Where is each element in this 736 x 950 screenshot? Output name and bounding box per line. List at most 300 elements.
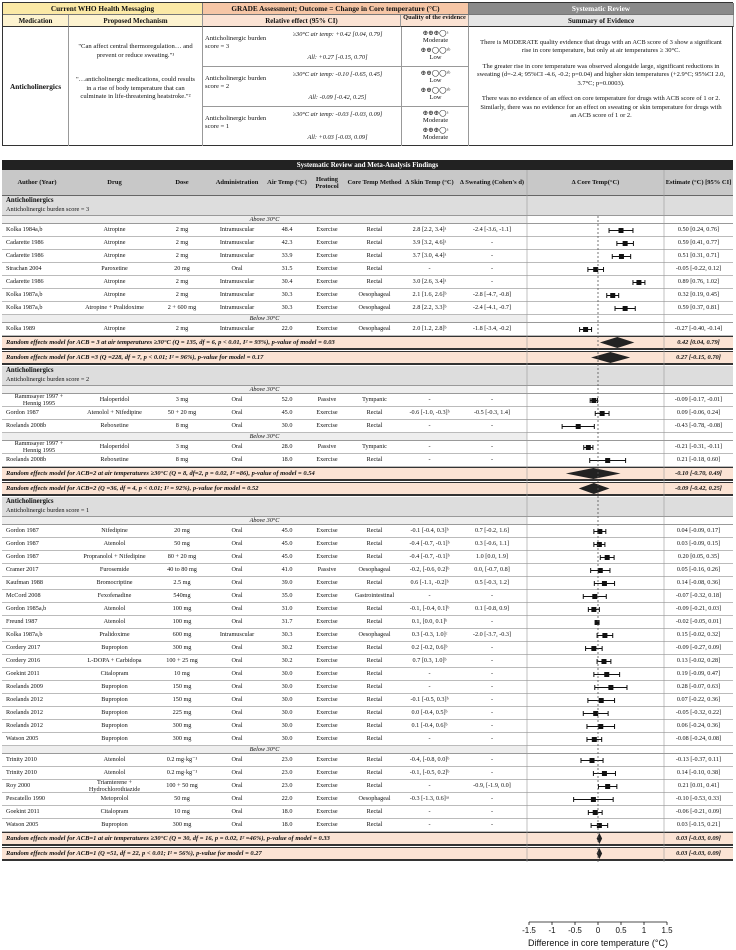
cell: Cordery 2017 bbox=[6, 644, 41, 652]
study-row bbox=[2, 668, 733, 681]
subgroup-label: Above 30°C bbox=[249, 517, 280, 524]
study-row bbox=[2, 302, 733, 315]
cell: - bbox=[490, 709, 494, 717]
study-row bbox=[2, 603, 733, 616]
cell: 10 mg bbox=[174, 808, 190, 816]
cell: -0.6 [-1.0, -0.3]ᵇ bbox=[409, 409, 450, 417]
cell: Cadarette 1986 bbox=[6, 239, 44, 247]
cell: Roy 2000 bbox=[6, 782, 31, 790]
mechanism-quote-2: "…anticholinergic medications, could results in a rise of body temperature that can culminate in life-threatening heatstroke."² bbox=[75, 76, 196, 101]
subgroup-label: Below 30°C bbox=[249, 315, 280, 322]
summary-paragraph-1: There is MODERATE quality evidence that drugs with an ACB score of 3 show a significant rise in core temperature, but only at air temperatures ≥ 30°C. bbox=[480, 39, 722, 55]
random-effects-row bbox=[2, 467, 733, 481]
model-estimate: 0.27 [-0.15, 0.70] bbox=[676, 354, 721, 361]
cell: Pescatello 1990 bbox=[6, 795, 46, 803]
cell: Exercise bbox=[316, 631, 338, 639]
cell: - bbox=[490, 252, 494, 260]
x-tick-label: -1 bbox=[548, 926, 556, 935]
grade-label: Anticholinergic burden score = 3 bbox=[205, 35, 267, 51]
study-row bbox=[2, 793, 733, 806]
cell: Oesophageal bbox=[358, 631, 391, 639]
cell: -2.4 [-3.6, -1.1] bbox=[472, 226, 512, 234]
col-header: Author (Year) bbox=[17, 179, 57, 187]
cell: 31.5 bbox=[281, 265, 293, 273]
cell: Triamterene + Hydrochlorothiazide bbox=[88, 779, 141, 793]
cell: Fexofenadine bbox=[97, 592, 132, 600]
summary-of-evidence bbox=[469, 27, 733, 146]
cell: 0.3 [-0.3, 1.0]ᶜ bbox=[411, 631, 448, 639]
cell: -0.1, [-0.5, 0.2]ᵇ bbox=[409, 769, 450, 777]
cell: 50 + 20 mg bbox=[167, 409, 197, 417]
group-name: Anticholinergics bbox=[6, 197, 54, 204]
cell: 0.7 [-0.2, 1.6] bbox=[474, 527, 510, 535]
grade-label: Anticholinergic burden score = 1 bbox=[205, 115, 267, 131]
cell: 0.51 [0.31, 0.71] bbox=[677, 252, 720, 260]
cell: Rectal bbox=[366, 670, 383, 678]
cell: 30.4 bbox=[281, 278, 293, 286]
cell: 2 mg bbox=[175, 226, 189, 234]
cell: 23.0 bbox=[281, 756, 293, 764]
cell: - bbox=[490, 735, 494, 743]
cell: 2.8 [2.2, 3.4]ᵃ bbox=[412, 226, 447, 234]
cell: 3.9 [3.2, 4.6]ᵃ bbox=[412, 239, 447, 247]
cell: - bbox=[490, 239, 494, 247]
cell: -0.05 [-0.22, 0.12] bbox=[675, 265, 722, 273]
cell: Passive bbox=[317, 566, 337, 574]
grade-effect-all: All: -0.09 [-0.42, 0.25] bbox=[308, 94, 367, 101]
grade-quality bbox=[401, 67, 469, 106]
cell: Freund 1987 bbox=[6, 618, 38, 626]
quality-text: Low bbox=[429, 54, 442, 61]
cell: Exercise bbox=[316, 795, 338, 803]
cell: -0.43 [-0.78, -0.08] bbox=[674, 422, 723, 430]
cell: 23.0 bbox=[281, 782, 293, 790]
grade-effect-hot: ≥30°C air temp: -0.10 [-0.65, 0.45] bbox=[292, 71, 383, 78]
cell: Haloperidol bbox=[99, 443, 130, 451]
cell: Atenolol bbox=[103, 618, 126, 626]
cell: 52.0 bbox=[281, 396, 293, 404]
model-text: Random effects model for ACB=1 (Q =51, df = 22, p < 0.01; I² = 56%), p-value for model = 0.27 bbox=[6, 850, 262, 857]
cell: Oral bbox=[231, 409, 243, 417]
cell: -1.8 [-3.4, -0.2] bbox=[472, 325, 512, 333]
cell: 28.0 bbox=[281, 443, 293, 451]
cell: 3 mg bbox=[175, 443, 189, 451]
quality-symbols: ⊕⊕⊕◯ᵃ bbox=[422, 110, 449, 117]
cell: Rectal bbox=[366, 821, 383, 829]
study-row bbox=[2, 577, 733, 590]
grade-row-acb2 bbox=[203, 67, 469, 107]
cell: Nifedipine bbox=[101, 527, 128, 535]
cell: - bbox=[490, 422, 494, 430]
cell: 30.0 bbox=[281, 670, 293, 678]
cell: 0.14 [-0.10, 0.38] bbox=[676, 769, 721, 777]
cell: Intramuscular bbox=[219, 226, 255, 234]
cell: Rectal bbox=[366, 265, 383, 273]
cell: Oral bbox=[231, 540, 243, 548]
cell: Kolka 1987a,b bbox=[6, 291, 43, 299]
cell: 45.0 bbox=[281, 409, 293, 417]
cell: 48.4 bbox=[281, 226, 293, 234]
temp-subgroup bbox=[2, 746, 733, 754]
cell: Furosemide bbox=[99, 566, 130, 574]
cell: 2 mg bbox=[175, 278, 189, 286]
cell: Goekint 2011 bbox=[6, 670, 40, 678]
quality-symbols: ⊕⊕◯◯ᵃᵇ bbox=[420, 87, 451, 94]
cell: 39.0 bbox=[281, 579, 293, 587]
cell: Atenolol bbox=[103, 540, 126, 548]
forest-plot-table bbox=[2, 160, 733, 898]
cell: 30.0 bbox=[281, 722, 293, 730]
cell: Watson 2005 bbox=[6, 821, 39, 829]
cell: Rectal bbox=[366, 644, 383, 652]
cell: Oral bbox=[231, 644, 243, 652]
x-tick-label: 0 bbox=[595, 926, 601, 935]
cell: -0.09 [-0.17, -0.01] bbox=[674, 396, 723, 404]
cell: Exercise bbox=[316, 579, 338, 587]
cell: 2 mg bbox=[175, 291, 189, 299]
model-text: Random effects model for ACB =3 (Q =228, df = 7, p < 0.01; I² = 96%), p-value for model = 0.17 bbox=[6, 354, 264, 361]
cell: Exercise bbox=[316, 670, 338, 678]
cell: - bbox=[490, 618, 494, 626]
cell: 0.0 [-0.4, 0.5]ᵇ bbox=[411, 709, 448, 717]
cell: -0.10 [-0.53, 0.33] bbox=[675, 795, 722, 803]
cell: 3.7 [3.0, 4.4]ᵃ bbox=[412, 252, 447, 260]
cell: Trinity 2010 bbox=[6, 756, 37, 764]
cell: Metoprolol bbox=[100, 795, 129, 803]
cell: Oral bbox=[231, 683, 243, 691]
model-text: Random effects model for ACB=1 at air temperatures ≥30°C (Q = 30, df = 16, p = 0.02, I² =46%), p-value of model = 0.33 bbox=[6, 835, 330, 842]
cell: - bbox=[428, 265, 431, 273]
cell: 0.14 [-0.08, 0.36] bbox=[676, 579, 721, 587]
cell: -0.4, [-0.8, 0.0]ᵇ bbox=[409, 756, 450, 764]
cell: Rectal bbox=[366, 540, 383, 548]
col-header: Drug bbox=[107, 179, 122, 187]
cell: 31.0 bbox=[281, 605, 293, 613]
cell: - bbox=[428, 670, 431, 678]
cell: 2 mg bbox=[175, 239, 189, 247]
cell: Exercise bbox=[316, 709, 338, 717]
model-text: Random effects model for ACB = 3 at air temperatures ≥30°C (Q = 135, df = 6, p < 0.01, I² = 93%), p-value of model = 0.03 bbox=[6, 339, 335, 346]
cell: Rectal bbox=[366, 409, 383, 417]
cell: Exercise bbox=[316, 409, 338, 417]
cell: -0.9, [-1.9, 0.0] bbox=[473, 782, 511, 790]
temp-subgroup bbox=[2, 517, 733, 525]
grade-effect-all: All: +0.27 [-0.15, 0.70] bbox=[307, 54, 368, 61]
cell: Rectal bbox=[366, 456, 383, 464]
cell: 2.8 [2.2, 3.3]ᵇ bbox=[412, 304, 447, 312]
cell: - bbox=[428, 592, 431, 600]
cell: -0.1 [-0.4, 0.3]ᵇ bbox=[410, 527, 449, 535]
cell: -0.08 [-0.24, 0.08] bbox=[675, 735, 722, 743]
cell: 0.59 [0.41, 0.77] bbox=[677, 239, 720, 247]
cell: Passive bbox=[317, 443, 337, 451]
col-summary: Summary of Evidence bbox=[469, 15, 734, 27]
cell: 0.3 [-0.6, 1.1] bbox=[474, 540, 510, 548]
cell: - bbox=[428, 456, 431, 464]
cell: 22.0 bbox=[281, 325, 293, 333]
cell: Oral bbox=[231, 456, 243, 464]
study-row bbox=[2, 616, 733, 629]
cell: 45.0 bbox=[281, 540, 293, 548]
cell: -2.8 [-4.7, -0.8] bbox=[472, 291, 512, 299]
cell: Exercise bbox=[316, 226, 338, 234]
cell: -0.07 [-0.32, 0.18] bbox=[675, 592, 722, 600]
cell: 0.21 [0.01, 0.41] bbox=[677, 782, 720, 790]
temp-subgroup bbox=[2, 216, 733, 224]
cell: 50 mg bbox=[174, 540, 190, 548]
cell: Atropine bbox=[103, 291, 126, 299]
cell: - bbox=[428, 443, 431, 451]
cell: 80 + 20 mg bbox=[167, 553, 197, 561]
cell: 2.0 [1.2, 2.8]ᵇ bbox=[412, 325, 447, 333]
cell: -2.4 [-4.1, -0.7] bbox=[472, 304, 512, 312]
cell: -0.2, [-0.6, 0.2]ᵇ bbox=[409, 566, 450, 574]
cell: 100 + 25 mg bbox=[166, 657, 198, 665]
cell: Rectal bbox=[366, 722, 383, 730]
cell: Rectal bbox=[366, 657, 383, 665]
group-name: Anticholinergics bbox=[6, 498, 54, 505]
cell: 0.6 [-1.1, -0.2]ᵇ bbox=[410, 579, 449, 587]
cell: Oral bbox=[231, 709, 243, 717]
cell: Oral bbox=[231, 618, 243, 626]
cell: Cadarette 1986 bbox=[6, 278, 44, 286]
cell: -0.09 [-0.21, 0.03] bbox=[675, 605, 722, 613]
grade-quality bbox=[401, 107, 469, 146]
cell: -0.05 [-0.32, 0.22] bbox=[675, 709, 722, 717]
cell: Gordon 1987 bbox=[6, 409, 39, 417]
col-header: Estimate (°C) [95% CI] bbox=[665, 179, 732, 187]
cell: Goekint 2011 bbox=[6, 808, 40, 816]
cell: -0.5 [-0.3, 1.4] bbox=[473, 409, 511, 417]
cell: Rectal bbox=[366, 808, 383, 816]
model-estimate: -0.09 [-0.42, 0.25] bbox=[675, 485, 722, 492]
cell: Exercise bbox=[316, 553, 338, 561]
mechanism-quote-1: "Can affect central thermoregulation… and prevent or reduce sweating."¹ bbox=[78, 43, 193, 59]
cell: Bupropion bbox=[101, 735, 128, 743]
cell: -0.1, [-0.4, 0.1]ᵇ bbox=[409, 605, 450, 613]
cell: Tympanic bbox=[362, 443, 387, 451]
quality-text: Moderate bbox=[422, 37, 449, 44]
random-effects-row bbox=[2, 336, 733, 350]
cell: Oral bbox=[231, 795, 243, 803]
cell: - bbox=[428, 396, 431, 404]
cell: Intramuscular bbox=[219, 325, 255, 333]
cell: Oral bbox=[231, 782, 243, 790]
study-row bbox=[2, 420, 733, 433]
cell: - bbox=[490, 443, 494, 451]
cell: Oral bbox=[231, 696, 243, 704]
cell: 30.3 bbox=[281, 291, 293, 299]
cell: Atropine bbox=[103, 226, 126, 234]
cell: 0.89 [0.76, 1.02] bbox=[677, 278, 720, 286]
cell: Oral bbox=[231, 769, 243, 777]
cell: 22.0 bbox=[281, 795, 293, 803]
random-effects-row bbox=[2, 482, 733, 496]
study-row bbox=[2, 276, 733, 289]
cell: 0.1, [0.0, 0.1]ᵇ bbox=[411, 618, 448, 626]
cell: 100 mg bbox=[172, 605, 192, 613]
cell: 0.20 [0.05, 0.35] bbox=[677, 553, 720, 561]
cell: 40 to 80 mg bbox=[167, 566, 197, 574]
cell: Intramuscular bbox=[219, 252, 255, 260]
cell: 225 mg bbox=[172, 709, 192, 717]
cell: Passive bbox=[317, 396, 337, 404]
study-row bbox=[2, 250, 733, 263]
cell: 0.21 [-0.18, 0.60] bbox=[676, 456, 721, 464]
cell: Gordon 1987 bbox=[6, 527, 39, 535]
x-tick-label: 1 bbox=[641, 926, 647, 935]
cell: Atenolol + Nifedipine bbox=[87, 409, 142, 417]
cell: Intramuscular bbox=[219, 631, 255, 639]
cell: Atropine bbox=[103, 278, 126, 286]
grade-header: GRADE Assessment; Outcome = Change in Core temperature (°C) bbox=[203, 3, 469, 15]
col-header: Δ Skin Temp (°C) bbox=[405, 179, 454, 187]
study-row bbox=[2, 806, 733, 819]
cell: Atenolol bbox=[103, 605, 126, 613]
cell: 41.0 bbox=[281, 566, 293, 574]
cell: Bupropion bbox=[101, 644, 128, 652]
cell: 0.13 [-0.02, 0.28] bbox=[676, 657, 721, 665]
cell: Kolka 1984a,b bbox=[6, 226, 43, 234]
medication-name: Anticholinergics bbox=[3, 27, 69, 146]
cell: 45.0 bbox=[281, 553, 293, 561]
quality-text: Low bbox=[429, 94, 442, 101]
cell: -0.02 [-0.05, 0.01] bbox=[675, 618, 722, 626]
cell: 0.0, [-0.7, 0.8] bbox=[474, 566, 510, 574]
study-row bbox=[2, 707, 733, 720]
cell: Exercise bbox=[316, 722, 338, 730]
cell: Oral bbox=[231, 670, 243, 678]
study-row bbox=[2, 754, 733, 767]
cell: 18.0 bbox=[281, 808, 293, 816]
cell: -2.0 [-3.7, -0.3] bbox=[472, 631, 512, 639]
cell: 0.32 [0.19, 0.45] bbox=[677, 291, 720, 299]
study-row bbox=[2, 289, 733, 302]
study-row bbox=[2, 525, 733, 538]
cell: - bbox=[490, 769, 494, 777]
cell: 2.5 mg bbox=[173, 579, 191, 587]
x-tick-label: 0.5 bbox=[615, 926, 627, 935]
cell: 35.0 bbox=[281, 592, 293, 600]
cell: Rectal bbox=[366, 252, 383, 260]
cell: 0.15 [-0.02, 0.32] bbox=[676, 631, 721, 639]
cell: Bromocriptine bbox=[96, 579, 133, 587]
cell: -0.4 [-0.7, -0.1]ᵇ bbox=[409, 553, 450, 561]
cell: Exercise bbox=[316, 769, 338, 777]
cell: - bbox=[490, 696, 494, 704]
cell: Rectal bbox=[366, 735, 383, 743]
col-header: Air Temp (°C) bbox=[267, 179, 307, 187]
cell: - bbox=[490, 592, 494, 600]
burden-label: Anticholinergic burden score = 1 bbox=[6, 507, 90, 514]
cell: Reboxetine bbox=[100, 456, 129, 464]
column-header-row bbox=[2, 170, 733, 196]
cell: Exercise bbox=[316, 239, 338, 247]
cell: Cordery 2016 bbox=[6, 657, 41, 665]
cell: Oesophageal bbox=[358, 566, 391, 574]
col-header: Δ Sweating (Cohen's d) bbox=[459, 179, 525, 187]
proposed-mechanism bbox=[69, 27, 203, 146]
cell: Oral bbox=[231, 722, 243, 730]
who-header: Current WHO Health Messaging bbox=[3, 3, 203, 15]
study-row bbox=[2, 407, 733, 420]
cell: 540mg bbox=[173, 592, 191, 600]
cell: 30.3 bbox=[281, 631, 293, 639]
study-row bbox=[2, 224, 733, 237]
cell: - bbox=[490, 265, 494, 273]
cell: 100 + 50 mg bbox=[166, 782, 198, 790]
quality-symbols: ⊕⊕◯◯ᵃᵇ bbox=[420, 47, 451, 54]
cell: 0.07 [-0.22, 0.36] bbox=[676, 696, 721, 704]
cell: 23.0 bbox=[281, 769, 293, 777]
x-tick-label: -1.5 bbox=[522, 926, 536, 935]
cell: Oral bbox=[231, 592, 243, 600]
subgroup-label: Above 30°C bbox=[249, 216, 280, 223]
cell: Exercise bbox=[316, 252, 338, 260]
random-effects-row bbox=[2, 351, 733, 365]
cell: Rectal bbox=[366, 579, 383, 587]
burden-label: Anticholinergic burden score = 3 bbox=[6, 206, 90, 213]
cell: Rectal bbox=[366, 696, 383, 704]
cell: Kolka 1989 bbox=[6, 325, 36, 333]
cell: Oral bbox=[231, 657, 243, 665]
cell: 18.0 bbox=[281, 821, 293, 829]
cell: Atropine bbox=[103, 325, 126, 333]
cell: Oral bbox=[231, 808, 243, 816]
cell: - bbox=[428, 683, 431, 691]
cell: 30.2 bbox=[281, 644, 293, 652]
cell: Oesophageal bbox=[358, 304, 391, 312]
cell: Rammsayer 1997 + Hennig 1995 bbox=[14, 440, 64, 454]
cell: Roelands 2009 bbox=[6, 683, 43, 691]
x-tick-label: -0.5 bbox=[568, 926, 582, 935]
quality-text: Moderate bbox=[422, 117, 449, 124]
study-row bbox=[2, 564, 733, 577]
quality-text: Low bbox=[429, 77, 442, 84]
cell: Exercise bbox=[316, 265, 338, 273]
cell: 300 mg bbox=[172, 821, 192, 829]
cell: Rectal bbox=[366, 553, 383, 561]
cell: Intramuscular bbox=[219, 304, 255, 312]
study-row bbox=[2, 655, 733, 668]
cell: Rectal bbox=[366, 527, 383, 535]
study-row bbox=[2, 323, 733, 336]
study-row bbox=[2, 629, 733, 642]
cell: Rectal bbox=[366, 278, 383, 286]
cell: 2 mg bbox=[175, 325, 189, 333]
cell: Roelands 2012 bbox=[6, 709, 43, 717]
cell: 0.59 [0.37, 0.81] bbox=[677, 304, 720, 312]
cell: - bbox=[428, 735, 431, 743]
cell: 300 mg bbox=[172, 735, 192, 743]
cell: 100 mg bbox=[172, 618, 192, 626]
cell: Exercise bbox=[316, 618, 338, 626]
study-row bbox=[2, 551, 733, 564]
cell: Exercise bbox=[316, 756, 338, 764]
cell: Rectal bbox=[366, 239, 383, 247]
summary-paragraph-3: There was no evidence of an effect on core temperature for drugs with ACB score of 1 or 2. Similarly, there was no evidence for an effect on sweating or skin temperature for drugs with an ACB score of 1 or 2. bbox=[480, 95, 722, 120]
cell: Oral bbox=[231, 265, 243, 273]
cell: Oral bbox=[231, 735, 243, 743]
temp-subgroup bbox=[2, 386, 733, 394]
cell: - bbox=[490, 821, 494, 829]
cell: - bbox=[490, 278, 494, 286]
cell: Bupropion bbox=[101, 722, 128, 730]
cell: Exercise bbox=[316, 592, 338, 600]
col-mechanism: Proposed Mechanism bbox=[69, 15, 203, 27]
cell: Exercise bbox=[316, 782, 338, 790]
cell: - bbox=[490, 808, 494, 816]
